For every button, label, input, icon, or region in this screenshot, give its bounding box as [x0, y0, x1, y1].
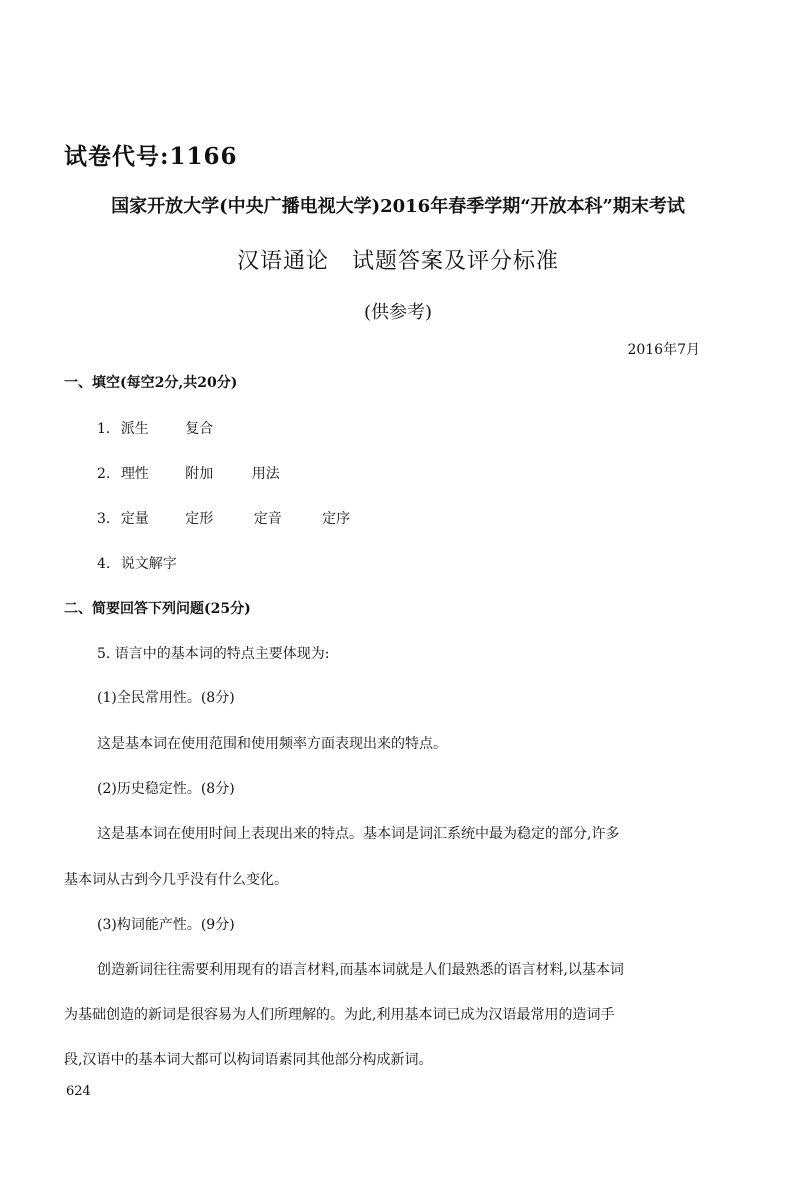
point-1-title: (1)全民常用性。(8分) — [97, 690, 235, 706]
answer-value: 定音 — [253, 511, 282, 527]
exam-date: 2016年7月 — [627, 342, 700, 358]
point-3-title: (3)构词能产性。(9分) — [97, 917, 235, 933]
point-1-body: 这是基本词在使用范围和使用频率方面表现出来的特点。 — [97, 736, 447, 752]
answer-value: 附加 — [185, 466, 214, 482]
point-2-title: (2)历史稳定性。(8分) — [97, 781, 235, 797]
answer-number: 3. — [97, 511, 111, 527]
point-3-body-line2: 为基础创造的新词是很容易为人们所理解的。为此,利用基本词已成为汉语最常用的造词手 — [64, 1007, 615, 1023]
exam-title: 国家开放大学(中央广播电视大学)2016年春季学期“开放本科”期末考试 — [111, 196, 685, 217]
section2-heading: 二、简要回答下列问题(25分) — [64, 601, 251, 617]
point-3-body-line1: 创造新词往往需要利用现有的语言材料,而基本词就是人们最熟悉的语言材料,以基本词 — [97, 962, 624, 978]
point-3-body-line3: 段,汉语中的基本词大都可以构词语素同其他部分构成新词。 — [64, 1052, 433, 1068]
answer-row-4 — [97, 553, 177, 573]
answer-value: 理性 — [120, 466, 149, 482]
answer-row-3 — [97, 508, 350, 528]
answer-value: 派生 — [120, 421, 149, 437]
answer-number: 2. — [97, 466, 111, 482]
question-5-intro: 5. 语言中的基本词的特点主要体现为: — [97, 646, 330, 662]
answer-value: 定量 — [120, 511, 149, 527]
answer-value: 复合 — [185, 421, 214, 437]
answer-number: 1. — [97, 421, 111, 437]
subject-title: 汉语通论 试题答案及评分标准 — [236, 249, 559, 274]
answer-value: 用法 — [251, 466, 280, 482]
answer-row-1 — [97, 418, 213, 438]
paper-code: 试卷代号:1166 — [64, 143, 238, 170]
answer-value: 定序 — [322, 511, 351, 527]
answer-row-2 — [97, 463, 280, 483]
answer-value: 定形 — [185, 511, 214, 527]
point-2-body-line2: 基本词从古到今几乎没有什么变化。 — [64, 872, 288, 888]
answer-value: 说文解字 — [120, 556, 177, 572]
reference-note: (供参考) — [363, 302, 433, 323]
section1-heading: 一、填空(每空2分,共20分) — [64, 375, 238, 391]
point-2-body-line1: 这是基本词在使用时间上表现出来的特点。基本词是词汇系统中最为稳定的部分,许多 — [97, 826, 620, 842]
answer-number: 4. — [97, 556, 111, 572]
page-number: 624 — [66, 1084, 91, 1099]
